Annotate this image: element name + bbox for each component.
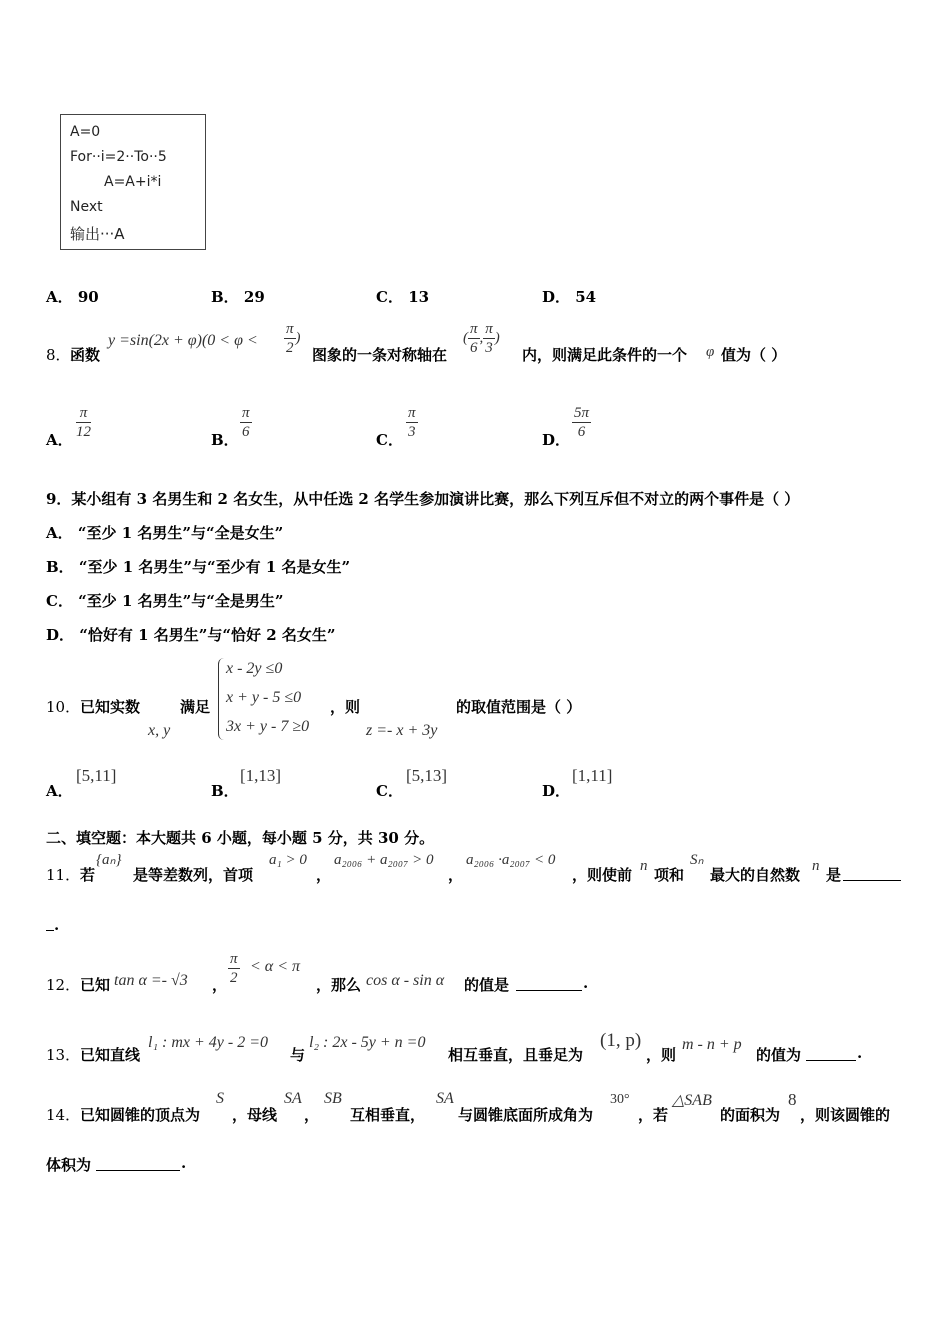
q10-option-c-value: [5,13] (406, 766, 448, 785)
q10-option-d-value: [1,11] (572, 766, 613, 785)
q8-option-a-value: $\frac{\pi}{12}$ (76, 405, 91, 440)
q14-angle: 30° (610, 1092, 630, 1107)
q13-line1: l₁ : mx + 4y - 2 =0 (148, 1034, 269, 1051)
answer-blank (843, 866, 901, 881)
q13-line2: l₂ : 2x - 5y + n =0 (309, 1034, 426, 1051)
q13-text: 与 (290, 1046, 306, 1064)
q14-sa: SA (284, 1090, 302, 1107)
q12-expr: cos α - sin α (366, 972, 445, 989)
q10-option-d-key: D． (542, 782, 571, 800)
q13-number: 13． (46, 1046, 81, 1064)
q11-n: n (812, 858, 820, 874)
q13-expr: m - n + p (682, 1036, 742, 1053)
q10-option-a-value: [5,11] (76, 766, 117, 785)
q11-comma: ， (448, 866, 464, 884)
q14-text: 与圆锥底面所成角为 (458, 1106, 594, 1124)
q13-end: . (857, 1044, 863, 1062)
q8-option-c-value: $\frac{\pi}{3}$ (408, 405, 416, 440)
q8-option-d-value: $\frac{5\pi}{6}$ (574, 405, 590, 440)
q7-option-a: A． 90 (46, 288, 99, 306)
q10-vars: x, y (148, 722, 171, 739)
q14-number: 14． (46, 1106, 81, 1124)
q8-function: y =sin(2x + φ)(0 < φ < (108, 332, 258, 349)
q11-end: . (54, 916, 60, 934)
q8-text: 函数 (70, 346, 101, 364)
answer-blank (516, 976, 582, 991)
q10-text: ，则 (330, 698, 361, 716)
code-line: A=0 (70, 124, 101, 140)
q11-seq: {aₙ} (96, 852, 122, 868)
q14-sa: SA (436, 1090, 454, 1107)
q13-text: 相互垂直，且垂足为 (448, 1046, 584, 1064)
q11-text: 是等差数列，首项 (133, 866, 254, 884)
q8-option-b-value: $\frac{\pi}{6}$ (242, 405, 250, 440)
q9-stem: 9．某小组有 3 名男生和 2 名女生，从中任选 2 名学生参加演讲比赛，那么下列互斥但不对立的两个事件是（ ） (46, 490, 800, 508)
q8-option-c-key: C． (376, 431, 403, 449)
q11-text: ，则使前 (572, 866, 633, 884)
q10-option-a-key: A． (46, 782, 73, 800)
q12-range-tail: < α < π (250, 958, 301, 975)
q14-comma: ， (304, 1106, 320, 1124)
q8-text: 值为（ ） (721, 346, 787, 364)
q8-text: 内，则满足此条件的一个 (522, 346, 688, 364)
q8-option-b-key: B． (211, 431, 239, 449)
q14-vertex: S (216, 1090, 224, 1107)
q7-option-d: D． 54 (542, 288, 597, 306)
q11-sn: Sₙ (690, 852, 704, 868)
q9-option-c: C． “至少 1 名男生”与“全是男生” (46, 592, 284, 610)
q11-n: n (640, 858, 648, 874)
q8-option-d-key: D． (542, 431, 571, 449)
answer-blank (46, 916, 54, 931)
q12-range: $\frac{\pi}{2}$ (230, 951, 238, 986)
q10-option-b-value: [1,13] (240, 766, 282, 785)
q13-text: 已知直线 (80, 1046, 141, 1064)
q12-text: 已知 (80, 976, 111, 994)
q7-option-b: B． 29 (211, 288, 265, 306)
section-heading: 二、填空题：本大题共 6 小题，每小题 5 分，共 30 分。 (46, 829, 435, 847)
q10-z-expr: z =- x + 3y (366, 722, 438, 739)
q13-text: ，则 (646, 1046, 677, 1064)
q10-option-b-key: B． (211, 782, 239, 800)
q8-function-frac: $\frac{\pi}{2}$ ) (286, 321, 301, 356)
q10-constraint: 3x + y - 7 ≥0 (226, 718, 310, 735)
code-line: 输出···A (70, 225, 125, 243)
code-line: For··i=2··To··5 (70, 149, 167, 165)
q8-phi: φ (706, 344, 715, 360)
q10-text: 的取值范围是（ ） (456, 698, 582, 716)
q11-text: 最大的自然数 (710, 866, 801, 884)
q12-comma: ， (212, 976, 228, 994)
q14-text: 互相垂直， (350, 1106, 426, 1124)
q10-number: 10． (46, 698, 81, 716)
q14-text: ，则该圆锥的 (800, 1106, 891, 1124)
answer-blank (806, 1046, 856, 1061)
q12-number: 12． (46, 976, 81, 994)
q10-text: 满足 (180, 698, 211, 716)
q9-option-b: B． “至少 1 名男生”与“至少有 1 名是女生” (46, 558, 351, 576)
q14-text: 的面积为 (720, 1106, 781, 1124)
q11-cond3: a₂₀₀₆ ·a₂₀₀₇ < 0 (466, 852, 556, 868)
q14-end: . (181, 1154, 187, 1172)
q10-option-c-key: C． (376, 782, 403, 800)
q11-text: 是 (826, 866, 842, 884)
q12-tan: tan α =- √3 (114, 972, 188, 989)
code-line: Next (70, 199, 103, 215)
q14-sb: SB (324, 1090, 342, 1107)
q14-text: ，母线 (232, 1106, 278, 1124)
q14-text: 体积为 (46, 1156, 92, 1174)
q14-text: ，若 (638, 1106, 669, 1124)
q11-cond2: a₂₀₀₆ + a₂₀₀₇ > 0 (334, 852, 434, 868)
q13-point: (1, p) (600, 1030, 642, 1051)
q7-option-c: C． 13 (376, 288, 430, 306)
q9-option-d: D． “恰好有 1 名男生”与“恰好 2 名女生” (46, 626, 336, 644)
q11-text: 项和 (654, 866, 685, 884)
answer-blank (96, 1156, 180, 1171)
q14-text: 已知圆锥的顶点为 (80, 1106, 201, 1124)
q11-comma: ， (316, 866, 332, 884)
q8-number: 8． (46, 346, 71, 364)
q10-constraint: x - 2y ≤0 (226, 660, 283, 677)
q8-interval: ( $\frac{\pi}{6}$ , $\frac{\pi}{3}$ ) (463, 321, 500, 356)
q14-area: 8 (788, 1090, 797, 1109)
q8-option-a-key: A． (46, 431, 73, 449)
q11-text: 若 (80, 866, 96, 884)
q14-triangle: △SAB (672, 1092, 712, 1109)
q10-text: 已知实数 (80, 698, 141, 716)
q11-cond1: a₁ > 0 (269, 852, 307, 868)
q9-option-a: A． “至少 1 名男生”与“全是女生” (46, 524, 284, 542)
algorithm-box (60, 114, 206, 250)
q11-number: 11． (46, 866, 81, 884)
q12-text: ，那么 (316, 976, 362, 994)
q8-text: 图象的一条对称轴在 (312, 346, 448, 364)
q10-constraint: x + y - 5 ≤0 (226, 689, 302, 706)
code-line: A=A+i*i (104, 174, 162, 190)
q13-text: 的值为 (756, 1046, 802, 1064)
q12-text: 的值是 (464, 976, 510, 994)
q12-end: . (583, 974, 589, 992)
